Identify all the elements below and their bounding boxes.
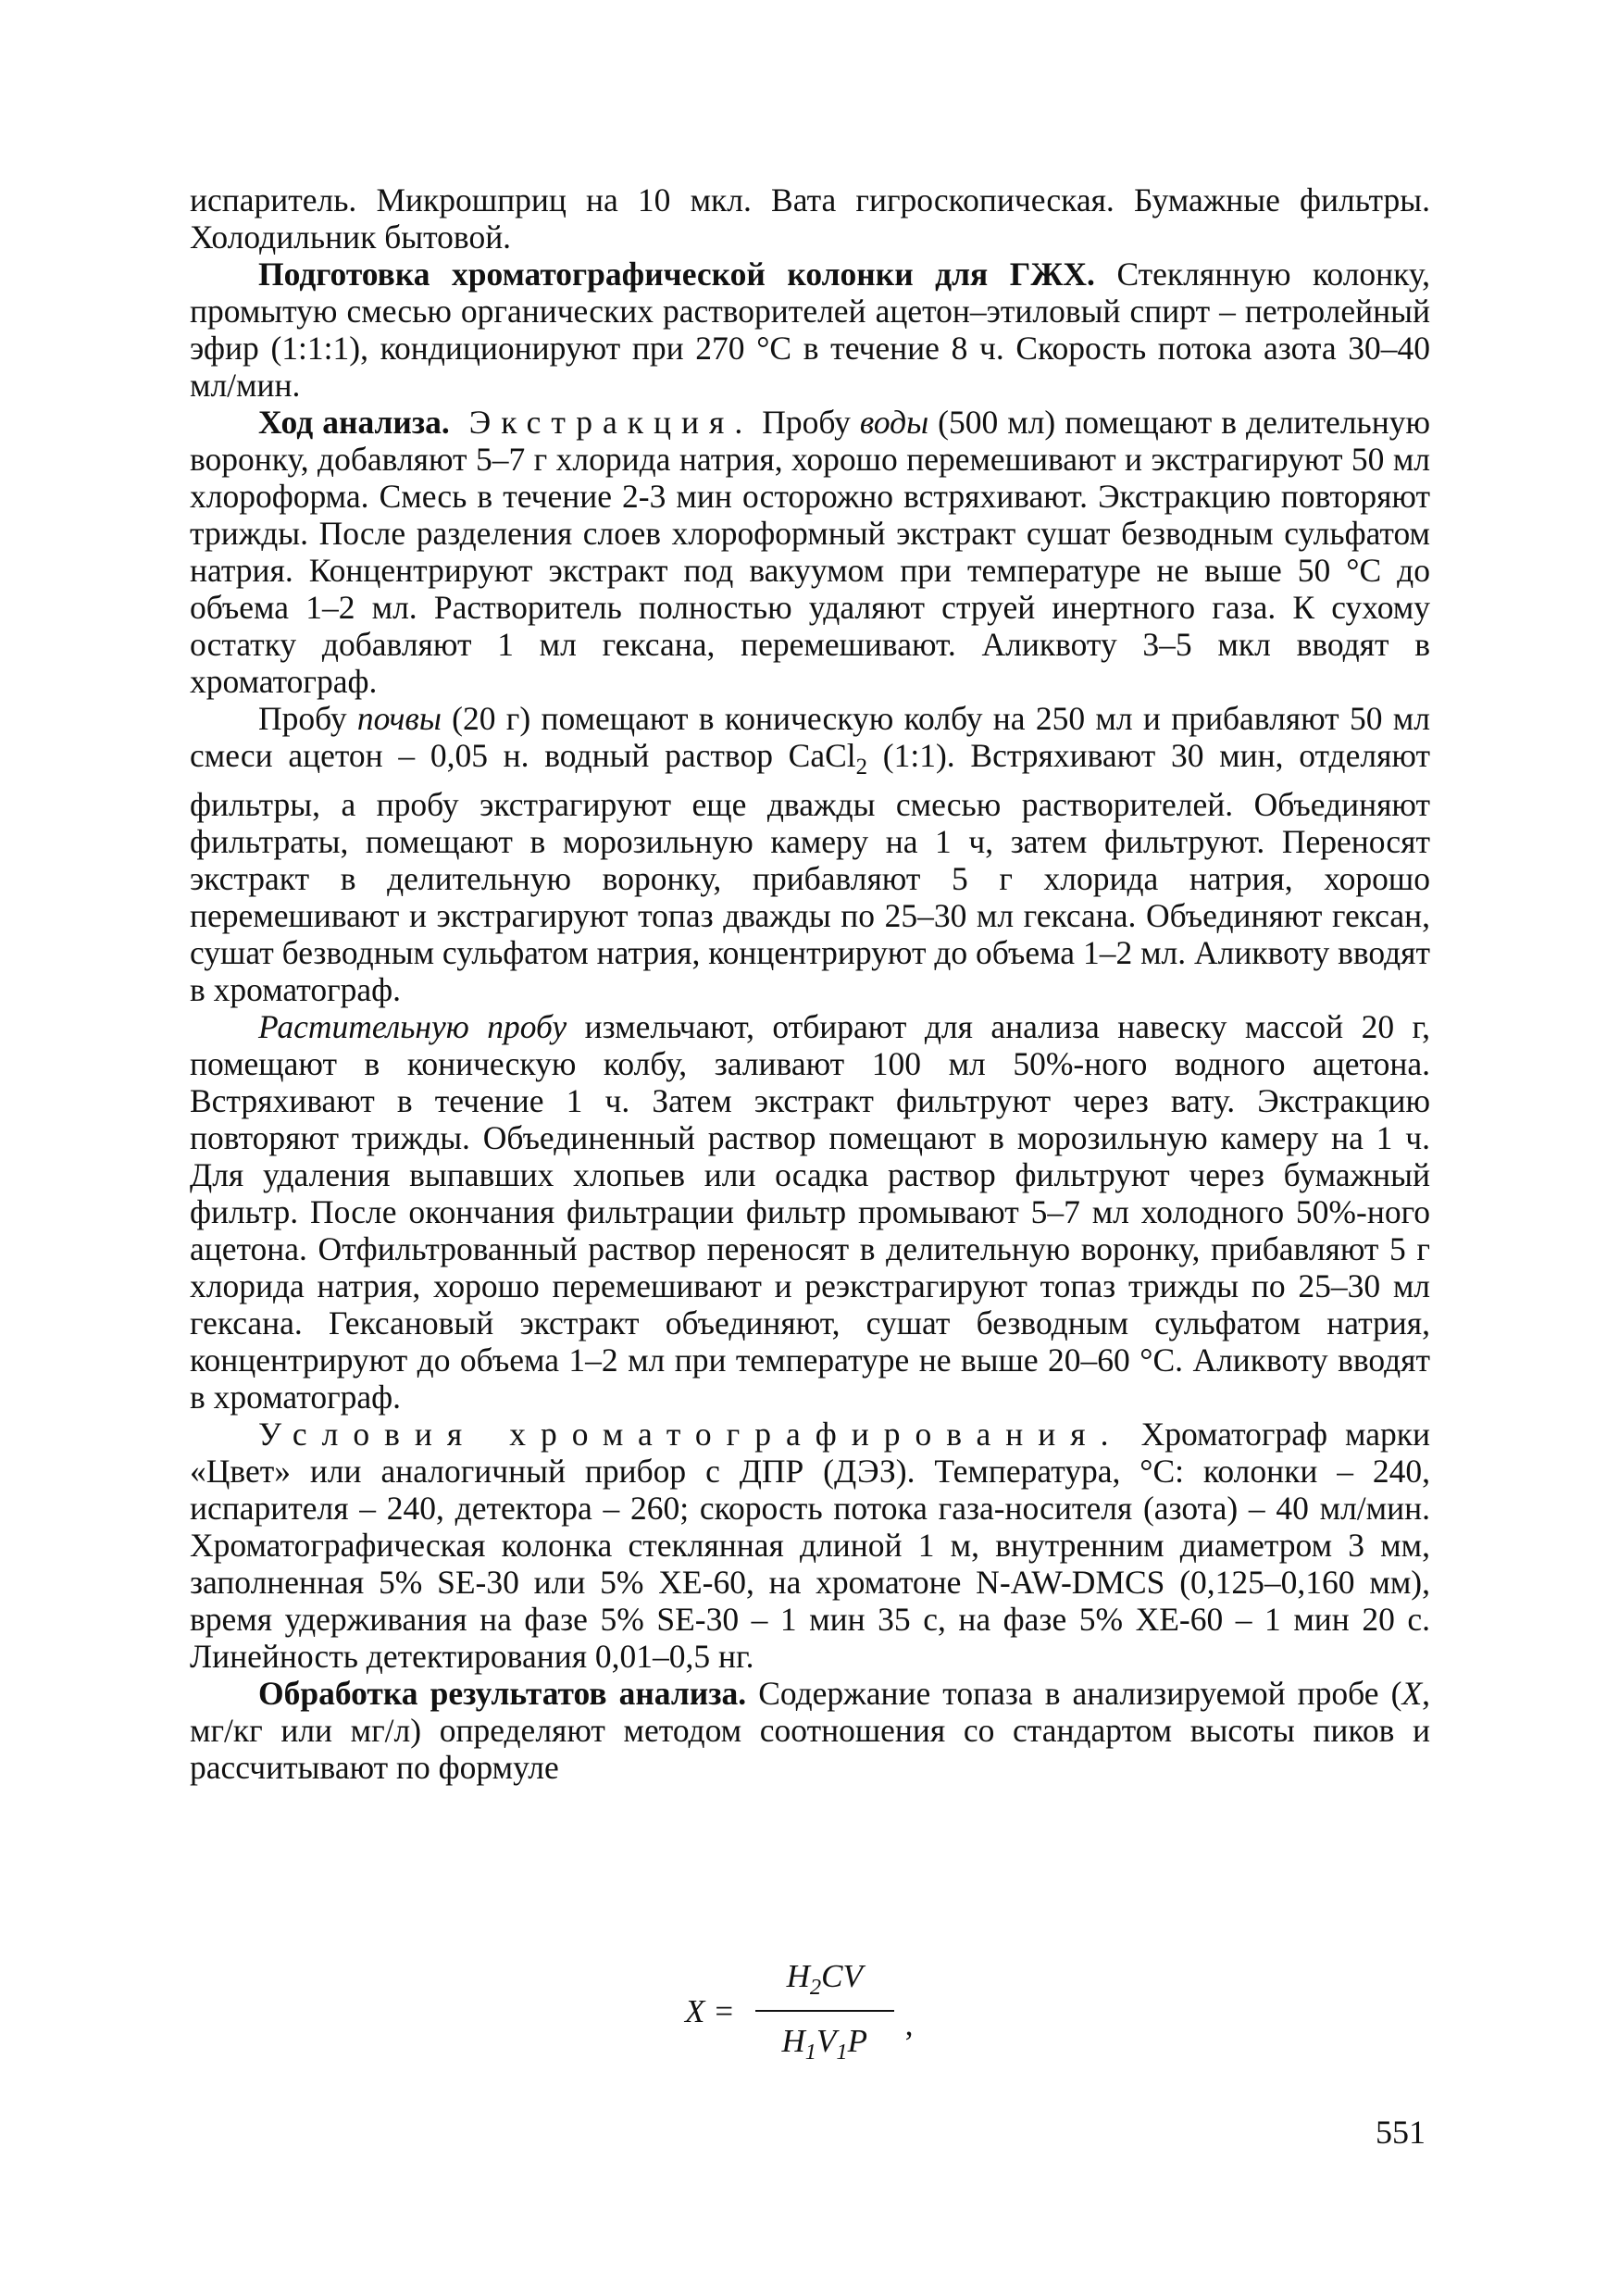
formula-comma: , [904,2006,914,2042]
body-text [190,181,1430,1786]
section-heading-results: Обработка результатов анализа. [258,1675,747,1713]
paragraph-soil-sample: Пробу почвы (20 г) помещают в коническую колбу на 250 мл и прибавляют 50 мл смеси ацетон – 0,05 н. водный раствор CaCl$_2$ (1:1). Встряхивают 30 мин, отделяют фильтры, а пробу экстрагируют еще дважды смесью растворителей. Объединяют фильтраты, помещают в морозильную камеру на 1 ч, затем фильтруют. Переносят экстракт в делительную воронку, прибавляют 5 г хлорида натрия, хорошо перемешивают и экстрагируют топаз дважды по 25–30 мл гексана. Объединяют гексан, сушат безводным сульфатом натрия, концентрируют до объема 1–2 мл. Аликвоту вводят в хроматограф. [190,700,1430,1009]
subheading-extraction: Экстракция. [449,404,753,441]
section-heading-analysis: Ход анализа. [258,404,450,441]
section-heading-column-prep: Подготовка хроматографической колонки для ГЖХ. [258,256,1095,293]
formula [685,1958,914,2065]
paragraph-equipment: испаритель. Микрошприц на 10 мкл. Вата гигроскопическая. Бумажные фильтры. Холодильник бытовой. [190,181,1430,256]
formula-numerator: $H_2CV$ [786,1958,863,2000]
paragraph-results-processing: Обработка результатов анализа. Содержание топаза в анализируемой пробе (X, мг/кг или мг/л) определяют методом соотношения со стандартом высоты пиков и рассчитывают по формуле [190,1675,1430,1787]
paragraph-column-prep: Подготовка хроматографической колонки для ГЖХ. Стеклянную колонку, промытую смесью органических растворителей ацетон–этиловый спирт – петролейный эфир (1:1:1), кондиционируют при 270 °С в течение 8 ч. Скорость потока азота 30–40 мл/мин. [190,256,1430,404]
formula-lhs: X = [685,1993,735,2029]
page-number: 551 [1376,2114,1426,2151]
paragraph-chromatography-conditions: Условия хроматографирования. Хроматограф марки «Цвет» или аналогичный прибор с ДПР (ДЭЗ). Температура, °С: колонки – 240, испарителя – 240, детектора – 260; скорость потока газа-носителя (азота) – 40 мл/мин. Хроматографическая колонка стеклянная длиной 1 м, внутренним диаметром 3 мм, заполненная 5% SE-30 или 5% XE-60, на хроматоне N-AW-DMCS (0,125–0,160 мм), время удерживания на фазе 5% SE-30 – 1 мин 35 с, на фазе 5% XE-60 – 1 мин 20 с. Линейность детектирования 0,01–0,5 нг. [190,1416,1430,1676]
subheading-conditions: Условия хроматографирования. [258,1416,1124,1454]
paragraph-plant-sample: Растительную пробу измельчают, отбирают для анализа навеску массой 20 г, помещают в коническую колбу, заливают 100 мл 50%-ного водного ацетона. Встряхивают в течение 1 ч. Затем экстракт фильтруют через вату. Экстракцию повторяют трижды. Объединенный раствор помещают в морозильную камеру на 1 ч. Для удаления выпавших хлопьев или осадка раствор фильтруют через бумажный фильтр. После окончания фильтрации фильтр промывают 5–7 мл холодного 50%-ного ацетона. Отфильтрованный раствор переносят в делительную воронку, прибавляют 5 г хлорида натрия, хорошо перемешивают и реэкстрагируют топаз трижды по 25–30 мл гексана. Гексановый экстракт объединяют, сушат безводным сульфатом натрия, концентрируют до объема 1–2 мл при температуре не выше 20–60 °С. Аликвоту вводят в хроматограф. [190,1008,1430,1416]
paragraph-water-extraction: Ход анализа. Экстракция. Пробу воды (500 мл) помещают в делительную воронку, добавляют 5–7 г хлорида натрия, хорошо перемешивают и экстрагируют 50 мл хлороформа. Смесь в течение 2-3 мин осторожно встряхивают. Экстракцию повторяют трижды. После разделения слоев хлороформный экстракт сушат безводным сульфатом натрия. Концентрируют экстракт под вакуумом при температуре не выше 50 °С до объема 1–2 мл. Растворитель полностью удаляют струей инертного газа. К сухому остатку добавляют 1 мл гексана, перемешивают. Аликвоту 3–5 мкл вводят в хроматограф. [190,404,1430,700]
formula-fraction [755,1958,894,2065]
formula-denominator: $H_1V_1P$ [781,2023,868,2065]
